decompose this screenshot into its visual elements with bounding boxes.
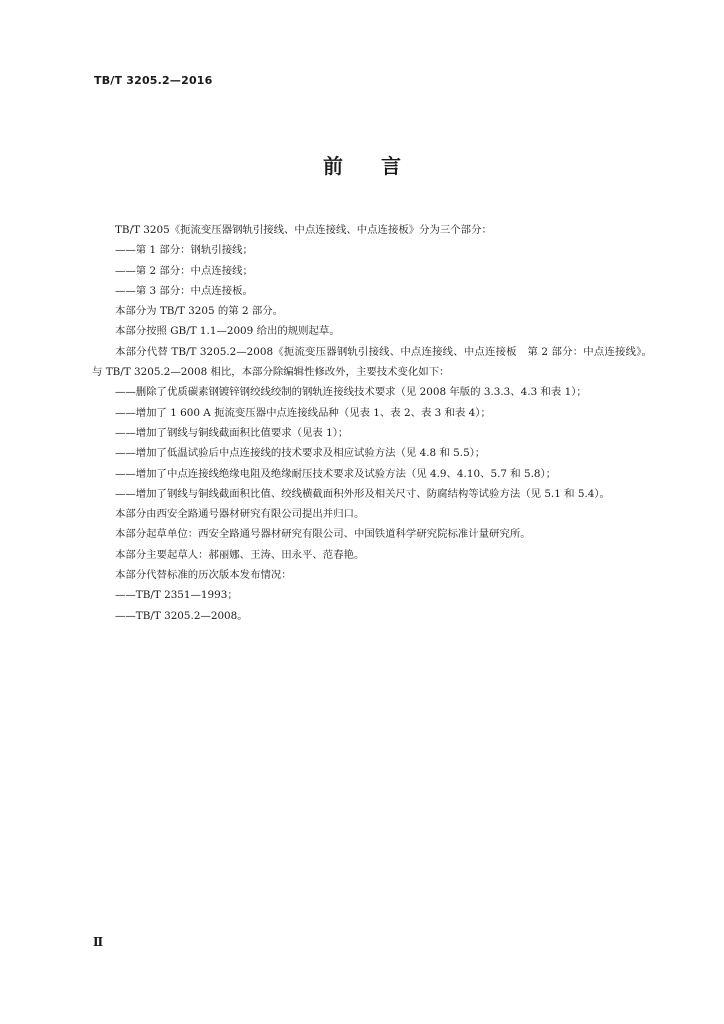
paragraph-drafting-rules: 本部分按照 GB/T 1.1—2009 给出的规则起草。 xyxy=(115,325,340,338)
paragraph-drafters: 本部分主要起草人：郝丽娜、王涛、田永平、范春艳。 xyxy=(115,548,365,561)
page-title: 前言 xyxy=(323,154,439,178)
list-item-change-2: ——增加了 1 600 A 扼流变压器中点连接线品种（见表 1、表 2、表 3 和表 4）； xyxy=(115,406,491,419)
paragraph-history: 本部分代替标准的历次版本发布情况： xyxy=(115,569,292,582)
list-item-change-6: ——增加了钢线与铜线截面积比值、绞线横截面积外形及相关尺寸、防腐结构等试验方法（见 5.1 和 5.4）。 xyxy=(115,487,610,500)
list-item-part-1: ——第 1 部分：钢轨引接线； xyxy=(115,244,253,257)
paragraph-replaces: 本部分代替 TB/T 3205.2—2008《扼流变压器钢轨引接线、中点连接线、中点连接板 第 2 部分：中点连接线》。与 TB/T 3205.2—2008 相比，本部分除编辑性修改外，主要技术变化如下： xyxy=(92,345,652,379)
paragraph-part-statement: 本部分为 TB/T 3205 的第 2 部分。 xyxy=(115,305,284,318)
paragraph-intro: TB/T 3205《扼流变压器钢轨引接线、中点连接线、中点连接板》分为三个部分： xyxy=(115,224,492,236)
page-number: Ⅱ xyxy=(93,935,104,949)
foreword-body xyxy=(92,220,652,626)
list-item-part-3: ——第 3 部分：中点连接板。 xyxy=(115,284,253,297)
list-item-history-1: ——TB/T 2351—1993； xyxy=(115,589,238,602)
list-item-history-2: ——TB/T 3205.2—2008。 xyxy=(115,609,248,622)
list-item-change-3: ——增加了钢线与铜线截面积比值要求（见表 1）； xyxy=(115,426,349,439)
list-item-change-4: ——增加了低温试验后中点连接线的技术要求及相应试验方法（见 4.8 和 5.5）； xyxy=(115,447,486,460)
list-item-part-2: ——第 2 部分：中点连接线； xyxy=(115,264,253,277)
paragraph-proposer: 本部分由西安全路通号器材研究有限公司提出并归口。 xyxy=(115,508,365,521)
standard-code-header: TB/T 3205.2—2016 xyxy=(94,74,213,87)
list-item-change-1: ——删除了优质碳素钢镀锌钢绞线绞制的钢轨连接线技术要求（见 2008 年版的 3.3.3、4.3 和表 1）； xyxy=(115,386,587,399)
paragraph-drafting-units: 本部分起草单位：西安全路通号器材研究有限公司、中国铁道科学研究院标准计量研究所。 xyxy=(115,528,531,541)
list-item-change-5: ——增加了中点连接线绝缘电阻及绝缘耐压技术要求及试验方法（见 4.9、4.10、5.7 和 5.8）； xyxy=(115,467,557,480)
